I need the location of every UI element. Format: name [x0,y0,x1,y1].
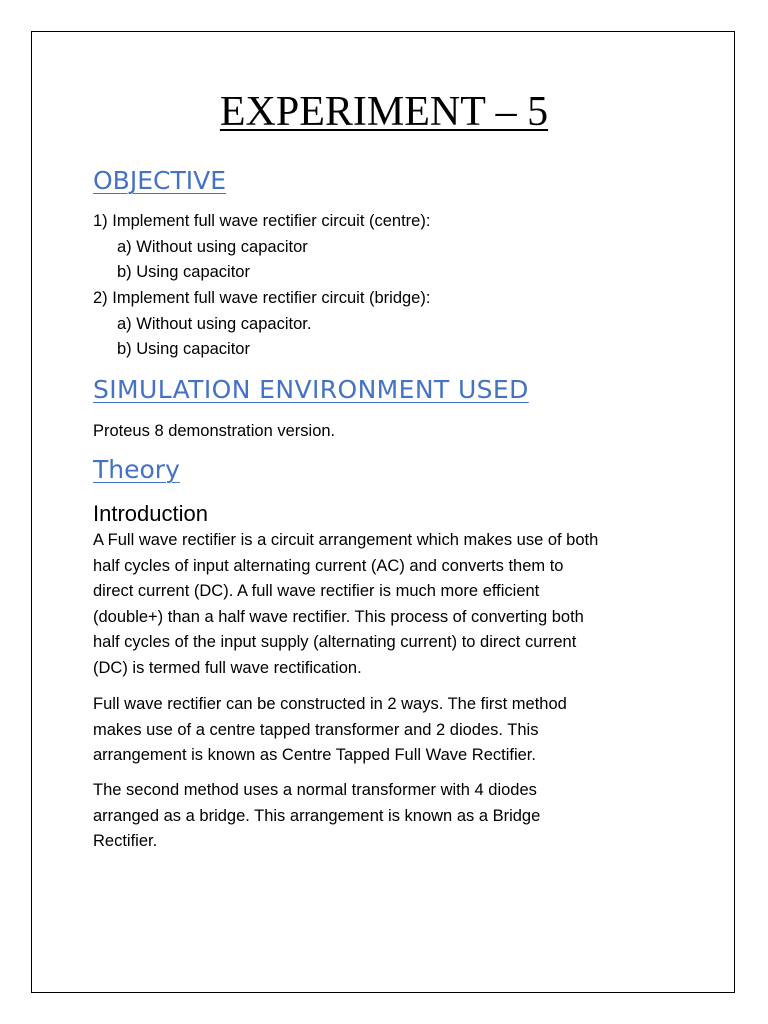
paragraph-line: direct current (DC). A full wave rectifier is much more efficient [93,582,540,601]
paragraph-line: half cycles of the input supply (alternating current) to direct current [93,633,577,652]
objective-item-2b: b) Using capacitor [117,340,250,358]
theory-paragraph-2 [93,692,693,769]
objective-item-1: 1) Implement full wave rectifier circuit (centre): [93,212,431,230]
paragraph-line: The second method uses a normal transformer with 4 diodes [93,781,537,799]
document-title [0,88,768,136]
paragraph-line: Rectifier. [93,832,158,851]
paragraph-line: makes use of a centre tapped transformer and 2 diodes. This [93,720,539,739]
paragraph-line: A Full wave rectifier is a circuit arrangement which makes use of both [93,531,599,549]
theory-paragraph-3 [93,778,693,855]
objective-item-2: 2) Implement full wave rectifier circuit (bridge): [93,289,431,307]
paragraph-line: (double+) than a half wave rectifier. This process of converting both [93,607,584,626]
objective-item-1a: a) Without using capacitor [117,238,308,256]
objective-heading: OBJECTIVE [93,166,226,195]
theory-heading: Theory [93,455,180,484]
introduction-subheading: Introduction [93,501,208,526]
objective-item-2a: a) Without using capacitor. [117,315,312,333]
paragraph-line: Full wave rectifier can be constructed in 2 ways. The first method [93,695,567,713]
simulation-text: Proteus 8 demonstration version. [93,422,336,440]
paragraph-line: arrangement is known as Centre Tapped Full Wave Rectifier. [93,746,536,765]
objective-item-1b: b) Using capacitor [117,263,250,281]
paragraph-line: half cycles of input alternating current (AC) and converts them to [93,556,564,575]
paragraph-line: arranged as a bridge. This arrangement is known as a Bridge [93,806,541,825]
document-title-text: EXPERIMENT – 5 [219,89,549,135]
simulation-heading: SIMULATION ENVIRONMENT USED [93,375,529,404]
theory-paragraph-1 [93,528,693,682]
paragraph-line: (DC) is termed full wave rectification. [93,658,362,677]
